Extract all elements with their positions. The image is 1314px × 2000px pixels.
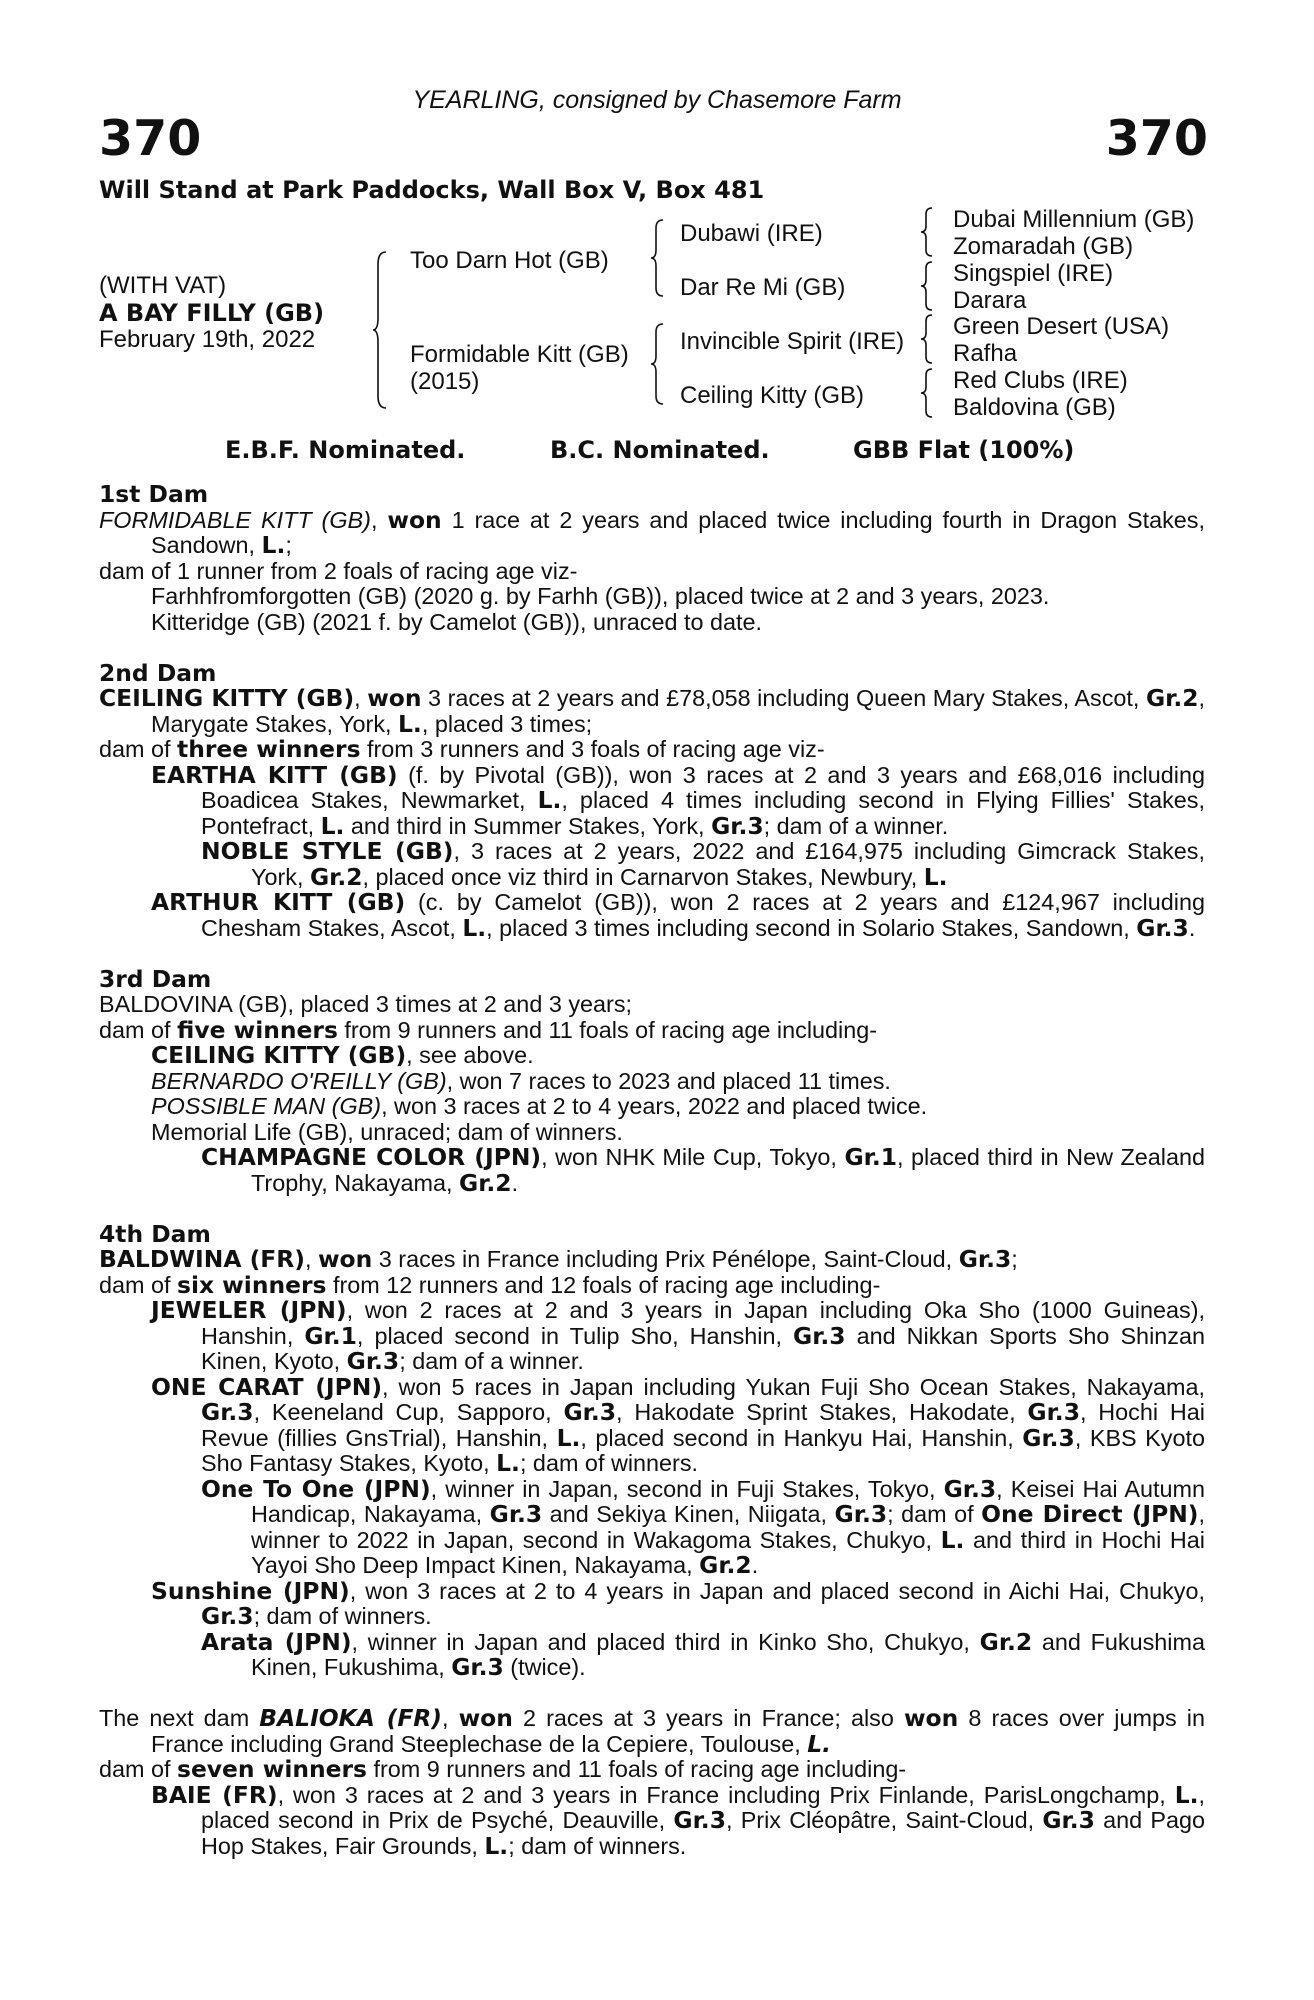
pedigree-brace-g4 xyxy=(920,367,936,419)
pedigree-brace-main xyxy=(372,250,392,410)
third-dam-grandoffspring-1: CHAMPAGNE COLOR (JPN), won NHK Mile Cup, Tokyo, Gr.1, placed third in New Zealand Trophy, Nakayama, Gr.2. xyxy=(201,1143,1206,1197)
second-dam-grandoffspring-1: NOBLE STYLE (GB), 3 races at 2 years, 2022 and £164,975 including Gimcrack Stakes, York, Gr.2, placed once viz third in Carnarvon Stakes, Newbury, L. xyxy=(201,837,1205,891)
second-dam-record: CEILING KITTY (GB), won 3 races at 2 years and £78,058 including Queen Mary Stakes, Ascot, Gr.2, Marygate Stakes, York, L., placed 3 times; xyxy=(99,684,1206,738)
first-dam-record: FORMIDABLE KITT (GB), won 1 race at 2 years and placed twice including fourth in Dragon Stakes, Sandown, L.; xyxy=(99,505,1206,559)
third-dam-offspring-4: Memorial Life (GB), unraced; dam of winners. xyxy=(151,1118,623,1145)
next-dam-produce: dam of seven winners from 9 runners and 11 foals of racing age including- xyxy=(99,1755,907,1783)
stand-location: Will Stand at Park Paddocks, Wall Box V, Box 481 xyxy=(99,176,765,204)
fourth-dam-produce: dam of six winners from 12 runners and 12 foals of racing age including- xyxy=(99,1270,881,1299)
pedigree-brace-g3 xyxy=(920,313,936,365)
fourth-dam-record: BALDWINA (FR), won 3 races in France including Prix Pénélope, Saint-Cloud, Gr.3; xyxy=(99,1245,1018,1273)
consignment-line: YEARLING, consigned by Chasemore Farm xyxy=(412,86,902,114)
ggdam-2: Darara xyxy=(953,287,1027,314)
third-dam-offspring-2: BERNARDO O'REILLY (GB), won 7 races to 2023 and placed 11 times. xyxy=(151,1067,891,1094)
ggsire-3: Green Desert (USA) xyxy=(953,313,1170,340)
third-dam-offspring-3: POSSIBLE MAN (GB), won 3 races at 2 to 4 years, 2022 and placed twice. xyxy=(151,1093,928,1119)
second-dam-offspring-1: EARTHA KITT (GB) (f. by Pivotal (GB)), won 3 races at 2 and 3 years and £68,016 including Boadicea Stakes, Newmarket, L., placed 4 times including second in Flying Fillies' Stakes, Pontefract, L. and third in Summer Stakes, York, Gr.3; dam of a winner. xyxy=(151,760,1205,840)
lot-number-left: 370 xyxy=(99,110,202,167)
fourth-dam-offspring-3: Sunshine (JPN), won 3 races at 2 to 4 years in Japan and placed second in Aichi Hai, Chukyo, Gr.3; dam of winners. xyxy=(151,1576,1205,1630)
first-dam-name: FORMIDABLE KITT (GB) xyxy=(99,506,371,533)
third-dam-offspring-1: CEILING KITTY (GB), see above. xyxy=(151,1041,534,1069)
ggsire-1: Dubai Millennium (GB) xyxy=(953,206,1195,233)
ggdam-4: Baldovina (GB) xyxy=(953,394,1116,421)
sire-dam-name: Dar Re Mi (GB) xyxy=(680,274,846,301)
second-dam-heading: 2nd Dam xyxy=(99,658,217,687)
ggdam-3: Rafha xyxy=(953,340,1018,367)
third-dam-heading: 3rd Dam xyxy=(99,964,212,993)
fourth-dam-grandoffspring-2: Arata (JPN), winner in Japan and placed third in Kinko Sho, Chukyo, Gr.2 and Fukushima Kinen, Fukushima, Gr.3 (twice). xyxy=(201,1627,1205,1681)
first-dam-foal-1: Farhhfromforgotten (GB) (2020 g. by Farhh (GB)), placed twice at 2 and 3 years, 2023. xyxy=(151,583,1050,609)
third-dam-produce: dam of five winners from 9 runners and 11 foals of racing age including- xyxy=(99,1015,878,1044)
pedigree-brace-sire xyxy=(650,218,668,298)
dam-dam-name: Ceiling Kitty (GB) xyxy=(680,382,865,409)
fourth-dam-heading: 4th Dam xyxy=(99,1219,211,1248)
catalogue-body xyxy=(99,482,1205,1859)
ebf-nomination: E.B.F. Nominated. xyxy=(225,436,466,464)
sire-name: Too Darn Hot (GB) xyxy=(410,247,609,274)
ggdam-1: Zomaradah (GB) xyxy=(953,233,1134,260)
dam-name: Formidable Kitt (GB) xyxy=(410,341,629,368)
lot-number-right: 370 xyxy=(1105,110,1208,167)
bc-nomination: B.C. Nominated. xyxy=(550,436,770,464)
sire-sire-name: Dubawi (IRE) xyxy=(680,220,823,247)
first-dam-foal-2: Kitteridge (GB) (2021 f. by Camelot (GB)), unraced to date. xyxy=(151,608,763,635)
first-dam-produce: dam of 1 runner from 2 foals of racing age viz- xyxy=(99,557,578,584)
ggsire-2: Singspiel (IRE) xyxy=(953,260,1114,287)
vat-note: (WITH VAT) xyxy=(99,272,227,299)
gbb-flat: GBB Flat (100%) xyxy=(853,436,1075,464)
foaling-date: February 19th, 2022 xyxy=(99,326,316,353)
fourth-dam-offspring-1: JEWELER (JPN), won 2 races at 2 and 3 years in Japan including Oka Sho (1000 Guineas), Hanshin, Gr.1, placed second in Tulip Sho, Hanshin, Gr.3 and Nikkan Sports Sho Shinzan Kinen, Kyoto, Gr.3; dam of a winner. xyxy=(151,1296,1205,1375)
lot-horse-name: A BAY FILLY (GB) xyxy=(99,299,325,327)
first-dam-heading: 1st Dam xyxy=(99,480,209,508)
dam-foaled-year: (2015) xyxy=(410,368,480,395)
second-dam-offspring-2: ARTHUR KITT (GB) (c. by Camelot (GB)), won 2 races at 2 years and £124,967 including Chesham Stakes, Ascot, L., placed 3 times including second in Solario Stakes, Sandown, Gr.3. xyxy=(151,888,1205,942)
next-dam-record: The next dam BALIOKA (FR), won 2 races at 3 years in France; also won 8 races over jumps in France including Grand Steeplechase de la Cepiere, Toulouse, L. xyxy=(99,1704,1205,1758)
pedigree-brace-g1 xyxy=(920,206,936,258)
fourth-dam-grandoffspring-1: One To One (JPN), winner in Japan, second in Fuji Stakes, Tokyo, Gr.3, Keisei Hai Autumn Handicap, Nakayama, Gr.3 and Sekiya Kinen, Niigata, Gr.3; dam of One Direct (JPN), winner to 2022 in Japan, second in Wakagoma Stakes, Chukyo, L. and third in Hochi Hai Yayoi Sho Deep Impact Kinen, Nakayama, Gr.2. xyxy=(201,1474,1205,1579)
pedigree-brace-dam xyxy=(650,322,668,406)
next-dam-offspring-1: BAIE (FR), won 3 races at 2 and 3 years in France including Prix Finlande, ParisLongchamp, L., placed second in Prix de Psyché, Deauville, Gr.3, Prix Cléopâtre, Saint-Cloud, Gr.3 and Pago Hop Stakes, Fair Grounds, L.; dam of winners. xyxy=(151,1780,1206,1860)
ggsire-4: Red Clubs (IRE) xyxy=(953,367,1128,394)
fourth-dam-offspring-2: ONE CARAT (JPN), won 5 races in Japan including Yukan Fuji Sho Ocean Stakes, Nakayama, Gr.3, Keeneland Cup, Sapporo, Gr.3, Hakodate Sprint Stakes, Hakodate, Gr.3, Hochi Hai Revue (fillies GnsTrial), Hanshin, L., placed second in Hankyu Hai, Hanshin, Gr.3, KBS Kyoto Sho Fantasy Stakes, Kyoto, L.; dam of winners. xyxy=(151,1372,1205,1477)
third-dam-record: BALDOVINA (GB), placed 3 times at 2 and 3 years; xyxy=(99,991,633,1017)
second-dam-produce: dam of three winners from 3 runners and 3 foals of racing age viz- xyxy=(99,735,825,763)
pedigree-brace-g2 xyxy=(920,260,936,312)
dam-sire-name: Invincible Spirit (IRE) xyxy=(680,328,905,355)
